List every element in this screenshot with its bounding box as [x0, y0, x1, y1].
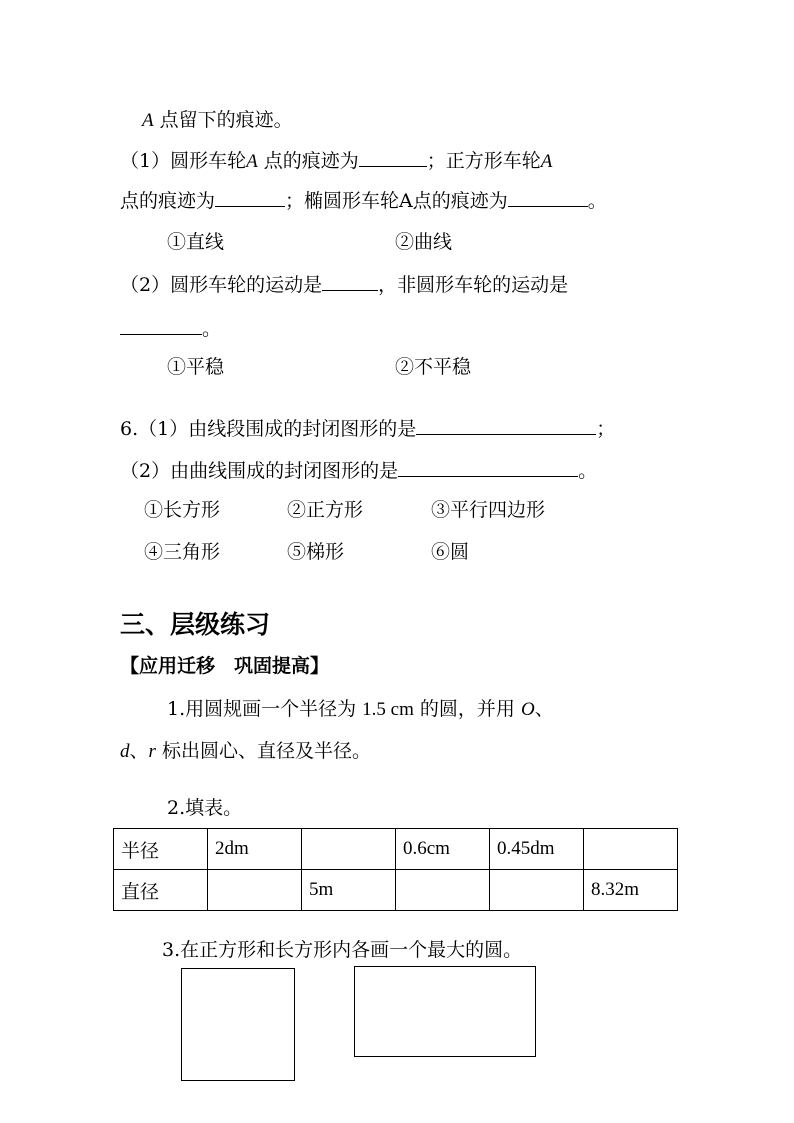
shape-option: ②正方形 — [287, 499, 364, 521]
q6-line1: 6.（1）由线段围成的封闭图形的是 ； — [120, 418, 616, 440]
answer-blank[interactable] — [398, 458, 578, 477]
shape-option: ⑥圆 — [431, 541, 470, 563]
table-cell: 2dm — [208, 829, 302, 870]
option-unstable: ②不平稳 — [395, 356, 472, 378]
answer-blank[interactable] — [215, 188, 285, 207]
shape-option: ④三角形 — [144, 541, 221, 563]
table-cell: 直径 — [114, 870, 208, 911]
table-cell-blank[interactable] — [396, 870, 490, 911]
radius-diameter-table — [113, 828, 678, 911]
shape-option: ③平行四边形 — [431, 499, 546, 521]
q5-intro: A 点留下的痕迹。 — [142, 109, 293, 131]
table-cell-blank[interactable] — [302, 829, 396, 870]
option-stable: ①平稳 — [167, 356, 225, 378]
table-cell-blank[interactable] — [208, 870, 302, 911]
table-cell: 8.32m — [584, 870, 678, 911]
section-subtitle: 【应用迁移 巩固提高】 — [120, 655, 330, 677]
drawing-square[interactable] — [181, 968, 295, 1081]
table-cell: 0.6cm — [396, 829, 490, 870]
section-title: 三、层级练习 — [120, 610, 271, 639]
table-cell-blank[interactable] — [584, 829, 678, 870]
answer-blank[interactable] — [508, 188, 588, 207]
option-curve: ②曲线 — [395, 231, 453, 253]
q5-part1-line1: （1）圆形车轮A 点的痕迹为 ；正方形车轮A — [120, 150, 553, 172]
answer-blank[interactable] — [322, 272, 378, 291]
var-a: A — [142, 110, 154, 131]
table-row — [114, 829, 678, 870]
q6-line2: （2）由曲线围成的封闭图形的是 。 — [120, 460, 598, 482]
q5-part2-line2: 。 — [120, 316, 221, 341]
answer-blank[interactable] — [416, 416, 596, 435]
table-cell: 半径 — [114, 829, 208, 870]
table-cell: 5m — [302, 870, 396, 911]
shape-option: ⑤梯形 — [287, 541, 345, 563]
answer-blank[interactable] — [359, 148, 427, 167]
drawing-rectangle[interactable] — [354, 966, 536, 1057]
table-cell: 0.45dm — [490, 829, 584, 870]
exercise-1-line1: 1.用圆规画一个半径为 1.5 cm 的圆，并用 O、 — [167, 698, 554, 720]
answer-blank[interactable] — [120, 316, 202, 335]
exercise-3-label: 3.在正方形和长方形内各画一个最大的圆。 — [162, 939, 523, 961]
q5-part2-line1: （2）圆形车轮的运动是 ，非圆形车轮的运动是 — [120, 274, 569, 296]
exercise-1-line2: d、r 标出圆心、直径及半径。 — [120, 740, 371, 762]
exercise-2-label: 2.填表。 — [167, 797, 243, 819]
q5-part1-line2: 点的痕迹为 ；椭圆形车轮A点的痕迹为 。 — [120, 190, 607, 212]
shape-option: ①长方形 — [144, 499, 221, 521]
option-straight-line: ①直线 — [167, 231, 225, 253]
table-row — [114, 870, 678, 911]
table-cell-blank[interactable] — [490, 870, 584, 911]
